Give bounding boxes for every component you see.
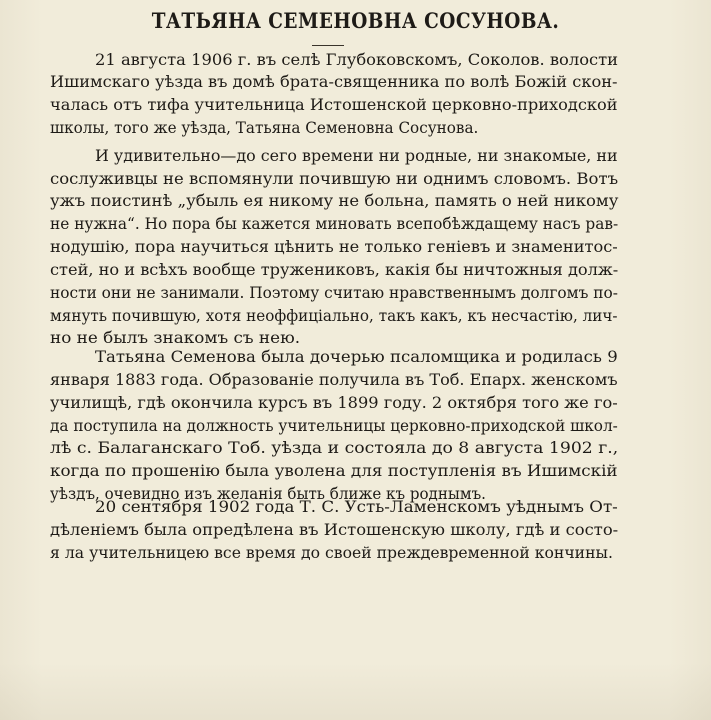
text-line: И удивительно—до сего времени ни родные, ни знакомые, ни [95,146,618,165]
text-line: Ишимскаго уѣзда въ домѣ брата-священника по волѣ Божій скон- [50,72,618,91]
text-line: стей, но и всѣхъ вообще тружениковъ, какія бы ничтожныя долж- [50,260,619,279]
text-line: ужъ поистинѣ „убыль ея никому не больна, память о ней никому [50,191,619,210]
text-line: ности они не занимали. Поэтому считаю нравственнымъ долгомъ по- [50,283,618,302]
text-line: но не былъ знакомъ съ нею. [50,328,301,347]
text-line: да поступила на должность учительницы церковно-приходской школ- [50,416,618,435]
text-line: лѣ с. Балаганскаго Тоб. уѣзда и состояла до 8 августа 1902 г., [50,438,619,457]
text-line: января 1883 года. Образованіе получила въ Тоб. Епарх. женскомъ [50,370,618,389]
text-line: школы, того же уѣзда, Татьяна Семеновна Сосунова. [50,118,479,137]
text-line: Татьяна Семенова была дочерью псаломщика и родилась 9 [95,347,618,366]
text-line: 20 сентября 1902 года Т. С. Усть-Ламенскомъ уѣднымъ От- [95,497,618,516]
text-line: училищѣ, гдѣ окончила курсъ въ 1899 году. 2 октября того же го- [50,393,618,412]
text-line: дѣленіемъ была опредѣлена въ Истошенскую школу, гдѣ и состо- [50,520,619,539]
page-title: ТАТЬЯНА СЕМЕНОВНА СОСУНОВА. [151,8,560,33]
text-line: не нужна“. Но пора бы кажется миновать всепобѣждащему насъ рав- [50,214,619,233]
text-line: я ла учительницею все время до своей преждевременной кончины. [50,543,613,562]
text-line: когда по прошенію была уволена для поступленія въ Ишимскій [50,461,618,480]
title-rule [312,45,344,46]
text-line: сослуживцы не вспомянули почившую ни однимъ словомъ. Вотъ [50,169,619,188]
text-line: 21 августа 1906 г. въ селѣ Глубоковскомъ, Соколов. волости [95,50,619,69]
text-line: мянуть почившую, хотя неоффиціально, такъ какъ, къ несчастію, лич- [50,306,618,325]
text-line: уѣздъ, очевидно изъ желанія быть ближе къ роднымъ. [50,484,486,503]
text-line: чалась отъ тифа учительница Истошенской церковно-приходской [50,95,618,114]
text-line: нодушію, пора научиться цѣнить не только геніевъ и знаменитос- [50,237,618,256]
